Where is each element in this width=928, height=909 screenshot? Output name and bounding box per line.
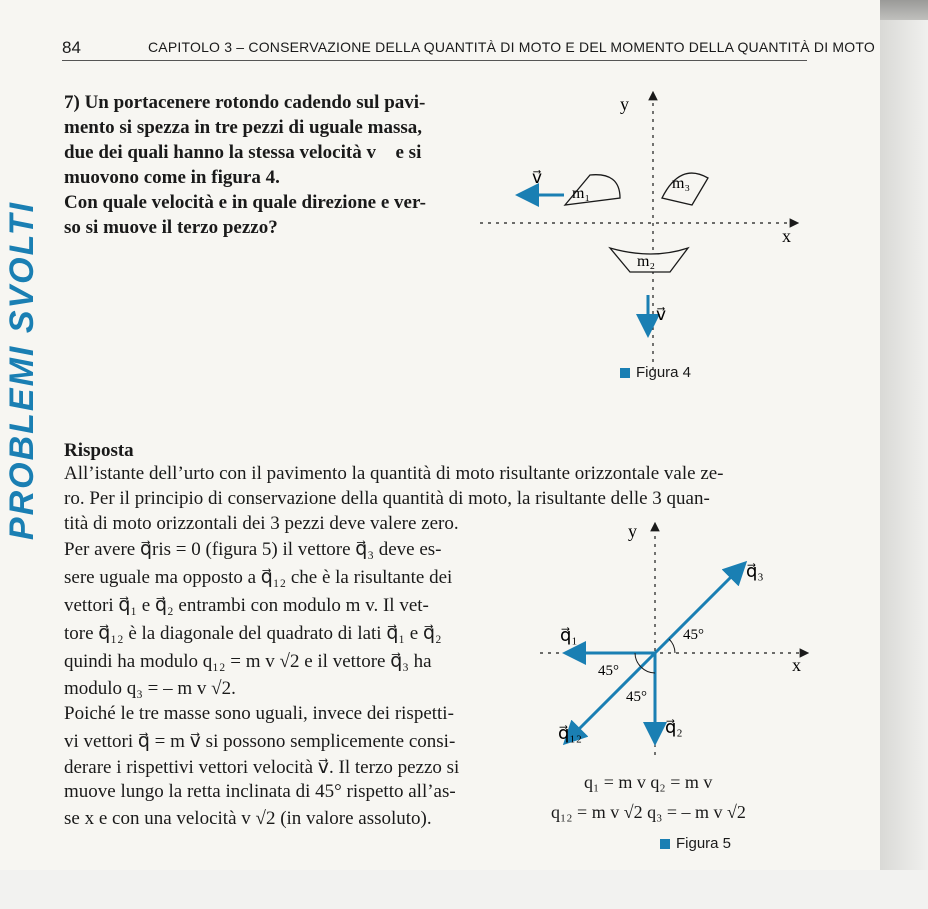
fig5-angle-arc-3 <box>641 667 655 673</box>
answer-line-9: modulo q₃ = – m v √2. <box>64 678 236 699</box>
fig5-angle-label-1: 45° <box>683 627 704 643</box>
fig4-v1-label: v⃗ <box>532 168 543 187</box>
answer-line-10: Poiché le tre masse sono uguali, invece dei rispetti- <box>64 703 454 724</box>
answer-heading: Risposta <box>64 440 134 461</box>
problem-line-5: Con quale velocità e in quale direzione e ver- <box>64 192 427 213</box>
problem-line-4: muovono come in figura 4. <box>64 167 280 188</box>
fig5-caption <box>660 835 731 852</box>
side-label-text: PROBLEMI SVOLTI <box>3 200 42 540</box>
side-label <box>0 160 46 580</box>
fig4-x-label: x <box>782 226 791 246</box>
answer-line-5: sere uguale ma opposto a q⃗₁₂ che è la risultante dei <box>64 567 453 588</box>
figure-5 <box>540 515 820 765</box>
answer-line-1: All’istante dell’urto con il pavimento la quantità di moto risultante orizzontale vale ze- <box>64 463 724 484</box>
answer-line-8: quindi ha modulo q₁₂ = m v √2 e il vettore q⃗₃ ha <box>64 651 432 672</box>
problem-line-1: 7) Un portacenere rotondo cadendo sul pavi- <box>64 92 426 113</box>
fig5-angle-label-3: 45° <box>626 689 647 705</box>
fig5-q12-label: q⃗₁₂ <box>558 723 582 743</box>
chapter-title: CAPITOLO 3 – CONSERVAZIONE DELLA QUANTITÀ DI MOTO E DEL MOMENTO DELLA QUANTITÀ DI MOTO <box>148 39 875 55</box>
header-rule <box>62 60 807 61</box>
fig4-m2-label: m₂ <box>637 253 656 270</box>
answer-line-4: Per avere q⃗ris = 0 (figura 5) il vettore q⃗₃ deve es- <box>64 539 442 560</box>
answer-line-12: derare i rispettivi vettori velocità v⃗. Il terzo pezzo si <box>64 757 460 778</box>
answer-line-6: vettori q⃗₁ e q⃗₂ entrambi con modulo m v. Il vet- <box>64 595 429 616</box>
fig4-caption <box>620 364 691 381</box>
answer-line-3: tità di moto orizzontali dei 3 pezzi deve valere zero. <box>64 513 459 534</box>
fig5-y-label: y <box>628 521 637 541</box>
fig4-m3-label: m₃ <box>672 175 691 192</box>
problem-line-2: mento si spezza in tre pezzi di uguale massa, <box>64 117 422 138</box>
problem-line-3: due dei quali hanno la stessa velocità v⃗ e si <box>64 142 422 163</box>
fig5-angle-label-2: 45° <box>598 663 619 679</box>
page-edge-shadow <box>880 20 928 870</box>
fig4-y-label: y <box>620 94 629 114</box>
fig5-angle-arc-1 <box>669 639 675 653</box>
fig5-angle-arc-2 <box>635 653 641 667</box>
problem-line-6: so si muove il terzo pezzo? <box>64 217 278 238</box>
fig5-q1-label: q⃗₁ <box>560 625 578 645</box>
fig5-caption-marker <box>660 839 670 849</box>
answer-line-14: se x e con una velocità v √2 (in valore assoluto). <box>64 808 432 829</box>
fig5-q2-label: q⃗₂ <box>665 717 683 737</box>
fig5-x-label: x <box>792 655 801 675</box>
answer-line-13: muove lungo la retta inclinata di 45° rispetto all’as- <box>64 781 456 802</box>
fig5-formula-1: q₁ = m v q₂ = m v <box>584 772 713 792</box>
answer-line-11: vi vettori q⃗ = m v⃗ si possono semplicemente consi- <box>64 731 456 752</box>
answer-line-7: tore q⃗₁₂ è la diagonale del quadrato di lati q⃗₁ e q⃗₂ <box>64 623 442 644</box>
figure-4 <box>480 80 820 390</box>
answer-line-2: ro. Per il principio di conservazione della quantità di moto, la risultante delle 3 quan- <box>64 488 710 509</box>
fig5-q3-label: q⃗₃ <box>746 561 764 581</box>
page-number: 84 <box>62 38 81 57</box>
fig4-m1-label: m₁ <box>572 185 591 202</box>
fig5-formula-2: q₁₂ = m v √2 q₃ = – m v √2 <box>551 802 746 822</box>
fig4-v2-label: v⃗ <box>656 305 667 324</box>
fig4-caption-text: Figura 4 <box>636 364 692 381</box>
fig4-caption-marker <box>620 368 630 378</box>
fig5-caption-text: Figura 5 <box>676 835 732 852</box>
